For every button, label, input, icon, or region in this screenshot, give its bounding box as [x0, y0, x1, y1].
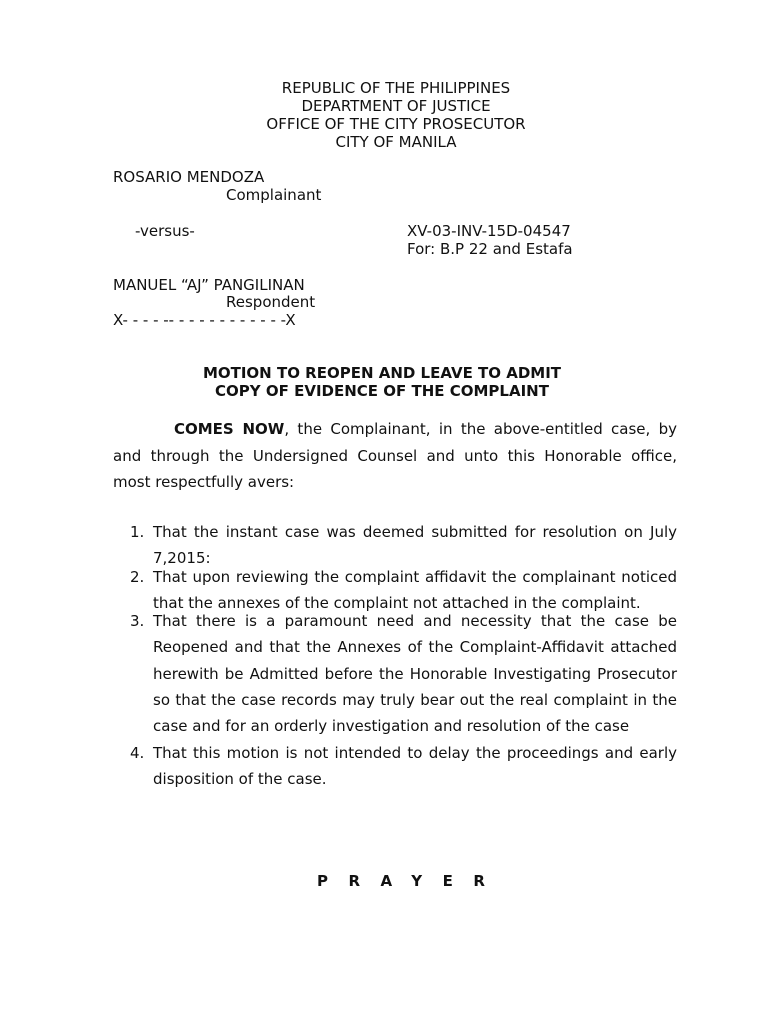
motion-title-line-2: COPY OF EVIDENCE OF THE COMPLAINT — [215, 382, 549, 400]
respondent-role: Respondent — [226, 293, 316, 311]
list-item-number: 4. — [130, 743, 145, 762]
averments-list — [113, 519, 677, 792]
header-department: DEPARTMENT OF JUSTICE — [301, 97, 491, 115]
list-item-text: That this motion is not intended to delay the proceedings and early disposition of the case. — [153, 743, 677, 788]
list-item-text: That there is a paramount need and necessity that the case be Reopened and that the Annexes of the Complaint-Affidavit attached herewith be Admitted before the Honorable Investigating Prosecutor so that the case records may truly bear out the real complaint in the case and for an orderly investigation and resolution of the case — [153, 612, 677, 736]
prayer-heading: PRAYER — [317, 872, 506, 890]
complainant-role: Complainant — [226, 186, 322, 204]
respondent-name: MANUEL “AJ” PANGILINAN — [113, 276, 305, 294]
list-item — [113, 740, 677, 793]
header-republic: REPUBLIC OF THE PHILIPPINES — [281, 79, 511, 97]
complainant-name: ROSARIO MENDOZA — [113, 168, 265, 186]
intro-paragraph — [113, 416, 677, 496]
list-item-text: That the instant case was deemed submitted for resolution on July 7,2015: — [153, 523, 677, 568]
document-header — [0, 79, 768, 151]
intro-lead: COMES NOW — [174, 420, 285, 438]
list-item-text: That upon reviewing the complaint affidavit the complainant noticed that the annexes of the complaint not attached in the complaint. — [153, 567, 677, 612]
motion-title-line-1: MOTION TO REOPEN AND LEAVE TO ADMIT — [202, 364, 562, 382]
intro-text: , the Complainant, in the above-entitled case, by and through the Undersigned Counsel and unto this Honorable office, most respectfully avers: — [113, 420, 678, 491]
header-office: OFFICE OF THE CITY PROSECUTOR — [266, 115, 526, 133]
list-item-number: 2. — [130, 567, 145, 586]
caption-separator: X- - - - -- - - - - - - - - - - -X — [113, 311, 296, 329]
case-number: XV-03-INV-15D-04547 — [407, 222, 571, 240]
versus-label: -versus- — [135, 222, 195, 240]
list-item-number: 1. — [130, 523, 145, 541]
list-item — [113, 608, 677, 739]
list-item-number: 3. — [130, 612, 145, 631]
case-offense: For: B.P 22 and Estafa — [407, 240, 573, 258]
motion-title — [0, 364, 764, 400]
header-city: CITY OF MANILA — [335, 133, 457, 151]
